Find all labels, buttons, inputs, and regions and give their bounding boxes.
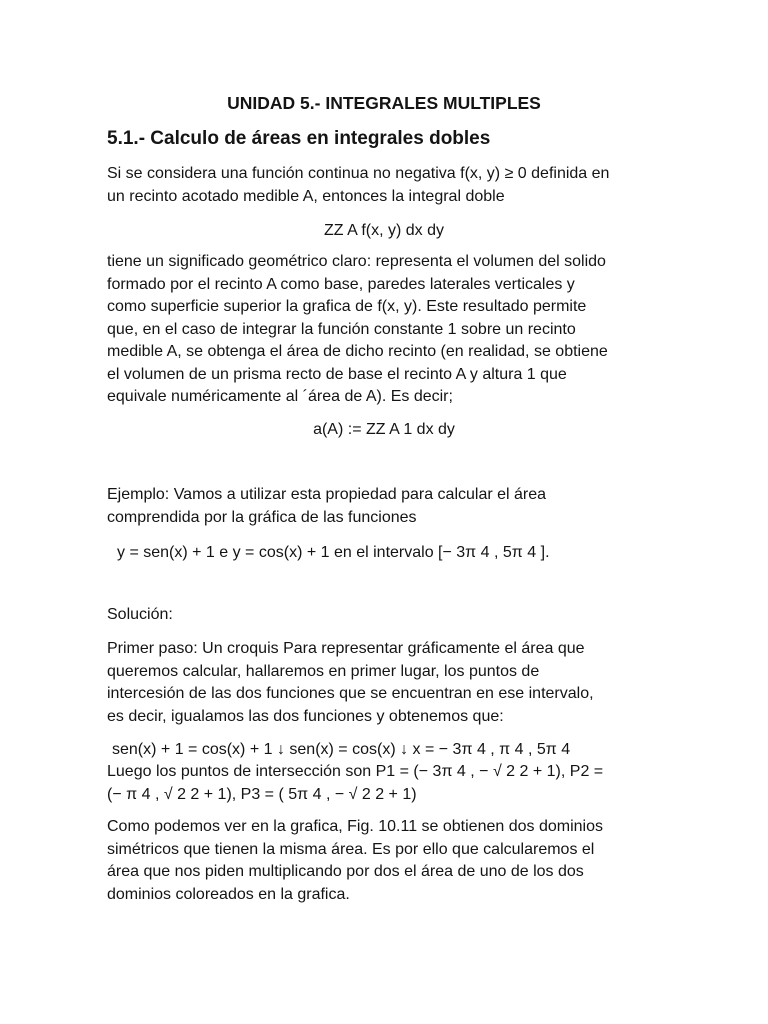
step1-paragraph [107,638,667,728]
body-line: que, en el caso de integrar la función constante 1 sobre un recinto [107,320,576,338]
intro-line: un recinto acotado medible A, entonces la integral doble [107,187,505,205]
intro-paragraph [107,163,667,208]
conclusion-line: simétricos que tienen la misma área. Es por ello que calcularemos el [107,840,595,858]
step1-line: queremos calcular, hallaremos en primer lugar, los puntos de [107,662,540,680]
body-line: el volumen de un prisma recto de base el recinto A y altura 1 que [107,365,567,383]
solution-label: Solución: [107,606,173,623]
example-line: Ejemplo: Vamos a utilizar esta propiedad para calcular el área [107,486,547,503]
equation-line: sen(x) + 1 = cos(x) + 1 ↓ sen(x) = cos(x) ↓ x = − 3π 4 , π 4 , 5π 4 [112,741,571,758]
points-line: Luego los puntos de intersección son P1 = (− 3π 4 , − √ 2 2 + 1), P2 = [107,763,604,780]
section-heading: 5.1.- Calculo de áreas en integrales dobles [107,128,491,149]
conclusion-line: área que nos piden multiplicando por dos el área de uno de los dos [107,863,584,880]
body-paragraph [107,251,667,409]
step1-line: intercesión de las dos funciones que se encuentran en ese intervalo, [107,685,594,702]
body-line: formado por el recinto A como base, paredes laterales verticales y [107,275,575,293]
example-line: comprendida por la gráfica de las funciones [107,508,417,526]
body-line: medible A, se obtenga el área de dicho recinto (en realidad, se obtiene [107,343,608,360]
conclusion-line: Como podemos ver en la grafica, Fig. 10.11 se obtienen dos dominios [107,818,603,835]
functions-statement: y = sen(x) + 1 e y = cos(x) + 1 en el intervalo [− 3π 4 , 5π 4 ]. [117,544,550,561]
body-line: equivale numéricamente al ´área de A). Es decir; [107,388,453,405]
body-line: tiene un significado geométrico claro: representa el volumen del solido [107,253,606,270]
formula-double-integral: ZZ A f(x, y) dx dy [323,222,445,239]
points-paragraph [107,761,667,806]
document-title: UNIDAD 5.- INTEGRALES MULTIPLES [227,93,541,113]
conclusion-paragraph [107,816,667,906]
intro-line: Si se considera una función continua no negativa f(x, y) ≥ 0 definida en [107,165,610,182]
conclusion-line: dominios coloreados en la grafica. [107,885,350,903]
step1-line: Primer paso: Un croquis Para representar gráficamente el área que [107,640,585,657]
body-line: como superficie superior la grafica de f(x, y). Este resultado permite [107,298,587,315]
formula-area: a(A) := ZZ A 1 dx dy [313,421,455,438]
step1-line: es decir, igualamos las dos funciones y obtenemos que: [107,707,504,725]
points-line: (− π 4 , √ 2 2 + 1), P3 = ( 5π 4 , − √ 2 2 + 1) [107,785,417,803]
example-paragraph [107,484,667,529]
